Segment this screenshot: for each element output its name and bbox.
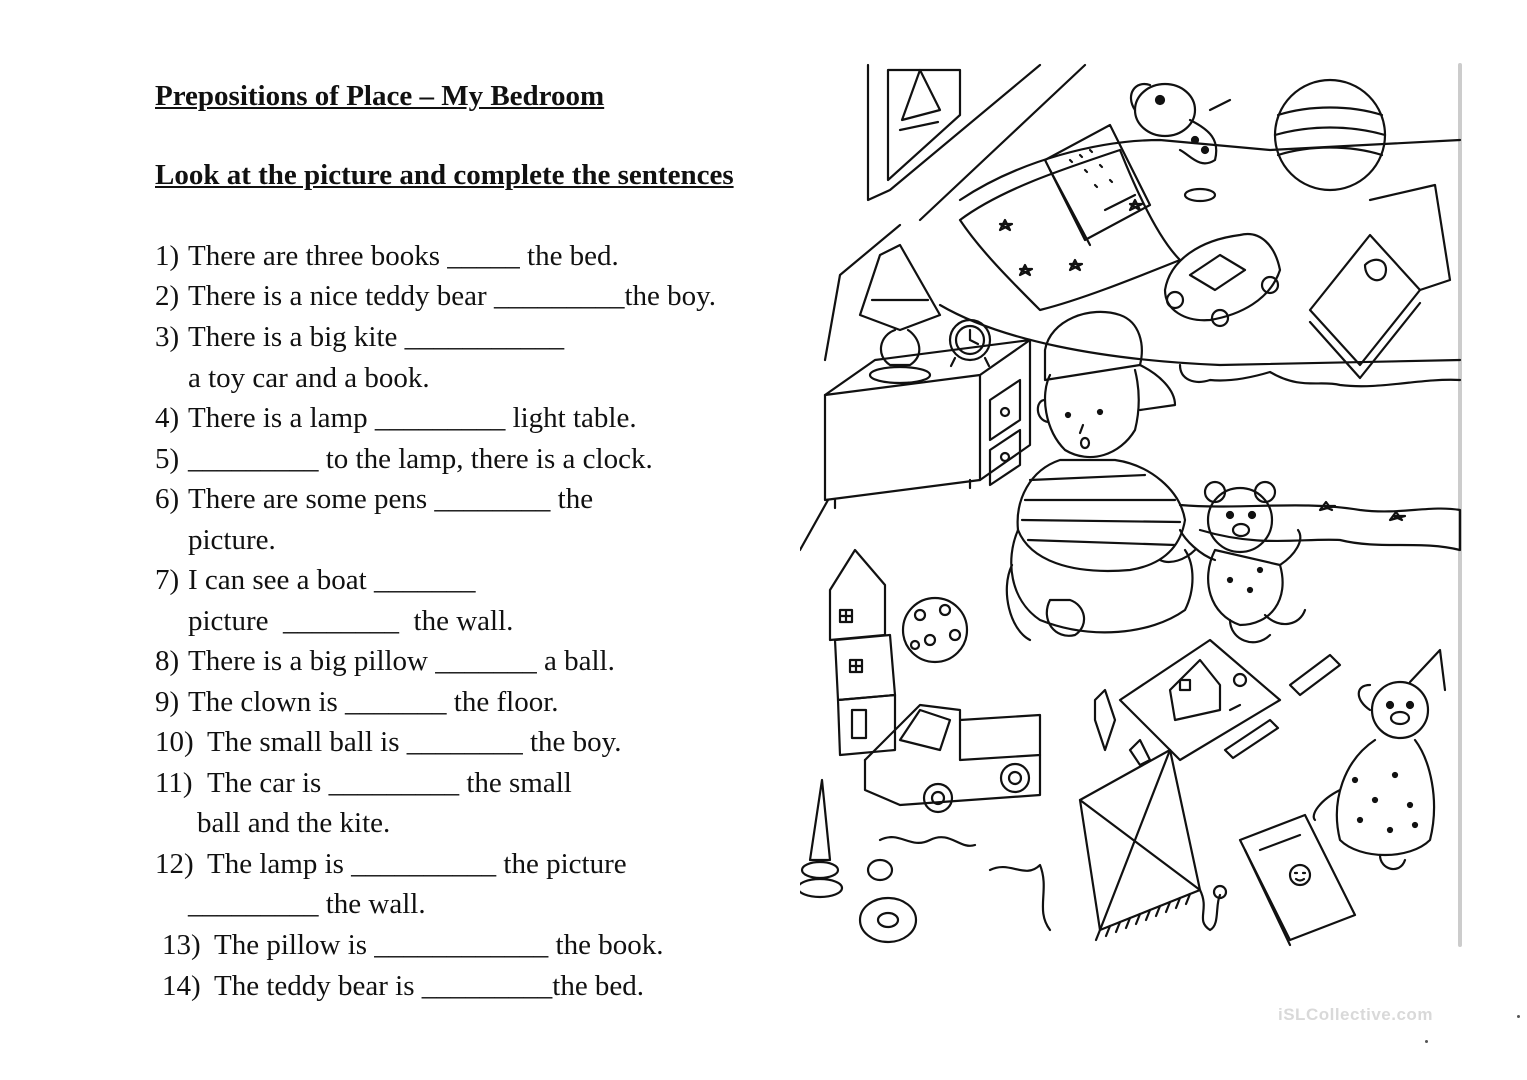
exercise-4-text <box>188 404 637 433</box>
exercise-continuation: a toy car and a book. <box>188 362 430 394</box>
exercise-continuation: picture. <box>188 524 276 556</box>
exercise-text: The car is _________ the small <box>207 767 572 799</box>
exercise-8 <box>155 647 179 676</box>
exercise-7-cont <box>188 607 513 636</box>
exercise-11-cont <box>197 809 390 838</box>
exercise-number: 4) <box>155 402 180 434</box>
exercise-3-text <box>188 323 564 352</box>
exercise-number: 9) <box>155 686 180 718</box>
exercise-text: The teddy bear is _________the bed. <box>214 970 645 1002</box>
exercise-5-text <box>188 445 653 474</box>
exercise-7 <box>155 566 179 595</box>
exercise-number: 7) <box>155 564 180 596</box>
exercise-14-text <box>214 972 644 1001</box>
exercise-12 <box>155 850 194 879</box>
exercise-11-text <box>207 769 572 798</box>
exercise-6-text <box>188 485 593 514</box>
exercise-text: The pillow is ____________ the book. <box>214 929 664 961</box>
worksheet-title: Prepositions of Place – My Bedroom <box>155 80 605 112</box>
page-dot <box>1425 1040 1428 1043</box>
exercise-14 <box>162 972 201 1001</box>
page-dot <box>1517 1015 1520 1018</box>
exercise-text: There is a lamp _________ light table. <box>188 402 637 434</box>
exercise-text: There are some pens ________ the <box>188 483 594 515</box>
exercise-3 <box>155 323 179 352</box>
exercise-number: 10) <box>155 726 194 758</box>
exercise-5 <box>155 445 179 474</box>
pillow-icon <box>960 150 1180 310</box>
exercise-text: The clown is _______ the floor. <box>188 686 559 718</box>
exercise-12-cont <box>188 890 426 919</box>
exercise-10-text <box>207 728 622 757</box>
exercise-1-text <box>188 242 619 271</box>
exercise-2-text <box>188 282 716 311</box>
exercise-12-text <box>207 850 627 879</box>
exercise-number: 8) <box>155 645 180 677</box>
exercise-text: There is a big pillow _______ a ball. <box>188 645 615 677</box>
bedroom-illustration <box>800 60 1465 950</box>
night-table-icon <box>825 340 1030 508</box>
exercise-text: There is a big kite ___________ <box>188 321 565 353</box>
exercise-continuation: ball and the kite. <box>197 807 391 839</box>
exercise-number: 5) <box>155 443 180 475</box>
exercise-text: There is a nice teddy bear _________the boy. <box>188 280 717 312</box>
clock-icon <box>950 320 990 366</box>
small-ball-icon <box>903 598 967 662</box>
exercise-9-text <box>188 688 559 717</box>
exercise-number: 12) <box>155 848 194 880</box>
toy-car-icon <box>1165 234 1280 326</box>
exercise-6 <box>155 485 179 514</box>
exercise-text: I can see a boat _______ <box>188 564 476 596</box>
exercise-text: The lamp is __________ the picture <box>207 848 627 880</box>
block-tower-icon <box>830 550 895 755</box>
exercise-text: The small ball is ________ the boy. <box>207 726 622 758</box>
exercise-number: 1) <box>155 240 180 272</box>
exercise-number: 13) <box>162 929 201 961</box>
clown-icon <box>1314 650 1445 869</box>
exercise-6-cont <box>188 526 276 555</box>
exercise-13 <box>162 931 201 960</box>
kite-icon <box>1080 750 1226 940</box>
exercise-3-cont <box>188 364 430 393</box>
exercise-1 <box>155 242 179 271</box>
ball-icon <box>1275 80 1385 190</box>
exercise-4 <box>155 404 179 433</box>
exercise-number: 11) <box>155 767 193 799</box>
exercise-11 <box>155 769 193 798</box>
exercise-text: _________ to the lamp, there is a clock. <box>188 443 653 475</box>
watermark: iSLCollective.com <box>1278 1005 1433 1024</box>
exercise-13-text <box>214 931 663 960</box>
exercise-number: 2) <box>155 280 180 312</box>
exercise-8-text <box>188 647 615 676</box>
exercise-text: There are three books _____ the bed. <box>188 240 619 272</box>
exercise-continuation: _________ the wall. <box>188 888 426 920</box>
exercise-9 <box>155 688 179 717</box>
exercise-number: 14) <box>162 970 201 1002</box>
exercise-2 <box>155 282 179 311</box>
worksheet-instruction: Look at the picture and complete the sentences <box>155 159 734 191</box>
book-stack-icon <box>1310 185 1450 378</box>
exercise-10 <box>155 728 194 757</box>
exercise-number: 3) <box>155 321 180 353</box>
exercise-7-text <box>188 566 475 595</box>
exercise-number: 6) <box>155 483 180 515</box>
exercise-continuation: picture ________ the wall. <box>188 605 514 637</box>
truck-icon <box>865 705 1040 812</box>
